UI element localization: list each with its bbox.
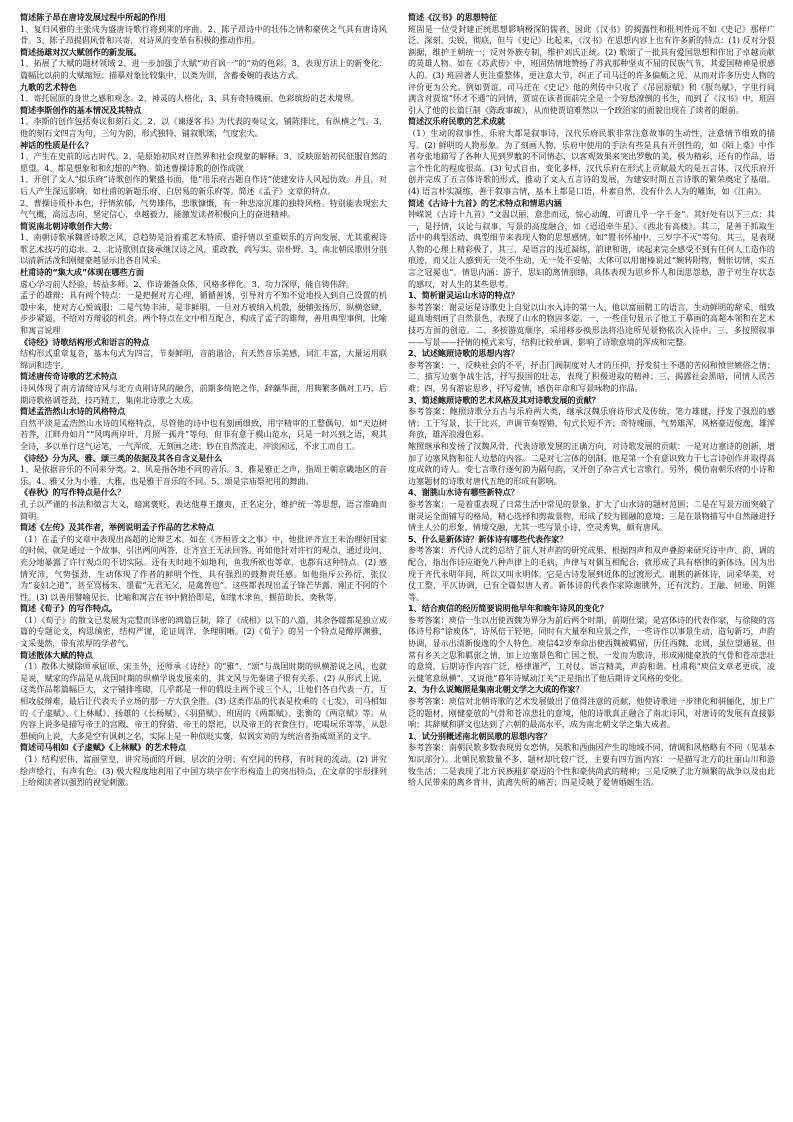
paragraph-right-9: 参考答案：一、反映社会的不平，抒击门阀制度对人才的压抑，抒发贫士不遇的苦闷和愤世嫉俗之情；二、描写边塞争战生活，抒写报国的壮志，表现了积极进取的精神；三、揭露社会黑暗，同情人民苦难；四、另有游宦思乡，抒写爱情，感伤年命和写景咏物的作品。 — [408, 359, 775, 393]
section-heading-right-13: 4、谢朓山水诗有哪些新特点？ — [408, 487, 519, 498]
section-heading-right-2: 简述汉乐府民歌的艺术成就 — [408, 116, 506, 127]
section-heading-left-4: 九歌的艺术特色 — [20, 81, 77, 92]
paragraph-right-11: 参考答案：鲍照诗歌分五古与乐府两大类，继承汉魏乐府诗形式及传统，笔力雄健，抒发了强烈的感情；工于写景，长于比兴，声调节奏铿锵，句式长短不齐；奇特瑰丽，气势雄浑，风格豪迈俊逸，雄浑奔放，雄浑浪漫色彩。 — [408, 406, 775, 440]
right-column — [408, 12, 775, 789]
section-heading-left-21: 简述孟浩然山水诗的风格特点 — [20, 406, 126, 417]
section-heading-left-6: 简述李斯创作的基本情况及其特点 — [20, 104, 142, 115]
paragraph-right-22: 参考答案：南朝民歌多数表现男女恋情，吴歌和西曲因产生的地域不同，情调和风格略有不同（见基本知识部分）。北朝民歌数量不多，题材却比较广泛，主要有四方面内容：一是描写北方的壮丽山川和游牧生活；二是表现了北方民族粗犷豪迈的个性和豪侠尚武的精神；三是反映了北方频繁的战争以及由此给人民带来的离乡背井，流离失所的痛苦；四是反映了爱情婚姻生活。 — [408, 742, 775, 788]
section-heading-left-27: 简述《左传》及其作者，举例说明孟子作品的艺术特点 — [20, 522, 215, 533]
section-heading-left-23: 《诗经》分为风、雅、颂三类的依据及其各自含义是什么 — [20, 452, 223, 463]
section-heading-left-12: 简说南北朝诗歌创作大势： — [20, 220, 118, 231]
section-heading-left-2: 简述扬雄对汉大赋创作的新发展。 — [20, 46, 142, 57]
section-heading-right-0: 简述《汉书》的思想特征 — [408, 12, 498, 22]
section-heading-left-0: 简述陈子昂在唐诗发展过程中所起的作用 — [20, 12, 166, 22]
paragraph-left-13: 1、南朝诗歌承魏晋诗歌之风，总趋势是沿着重艺术特质、重抒情以至重娱乐的方向发展，尤其重视诗歌艺术技巧的追求。2、北诗歌则直接承继汉诗之风，重政教、尚写实、崇朴野。3、南北朝民歌则分别以清新活泼和刚健豪越显示出各自风采。 — [20, 232, 387, 266]
paragraph-right-5: 钟嵘说《古诗十九首》“文温以丽，意悲而远，惊心动魄，可谓几乎一字千金”。其好处有以下三点：其一，是抒情，议论与叙事，写景的高度融合，如《迢迢牵牛星》、《西北有高楼》。其二，是善于抓取生活中的典型活动、典型细节来表现人物的思想感情。如“置书怀袖中，三岁字不灭”等句。其三，是表现人物的心理上精彩极了，其三，是语言的浅近凝练，韵律和谐，读起来完全感受不到有任何人工造作的痕迹，而又让人感到无一处不生动，无一处不妥帖，大体可以用谢榛说过“婉转附物，惆怅切情，实五言之冠冕也”。情思内涵：游子，思妇的离情别绪，具体表现为思乡怀人和闺思怨愁，游子对生存状态的感叹，对人生的某些思考。 — [408, 209, 775, 289]
paragraph-right-7: 参考答案：谢灵运是诗歌史上自觉以山水入诗的第一人，他以富丽精工的语言，生动鲜明的辞采，细致逼真地刻画了自然景色，表现了山水的物固多姿。一、一些佳句显示了他工于摹画的高超本领和在艺术技巧方面的创造。二、多按游览顺序，采用移步换形法将沿途所见景物依次入诗中。三、多按照叙事——写景——抒情的模式来写，结构比较单调，影响了诗歌意境的浑成和完整。 — [408, 301, 775, 347]
section-heading-left-8: 神话的性质是什么？ — [20, 139, 93, 150]
paragraph-left-26: 孔子以严谨的书法和微言大义，暗寓褒贬，表达他尊王攘夷，正名定分，维护统一等思想，语言准确而简明。 — [20, 498, 387, 521]
paragraph-left-9: 1、产生在史前的远古时代。2、是原始初民对自然界和社会现象的解释。3、反映原始初民征服自然的愿望。4、都是想象和和幻想的产物。简述曹操诗歌的创作成就 — [20, 151, 387, 173]
paragraph-left-18: 结构形式重章复沓，基本句式为四言，节奏鲜明，音韵谐洽，有天然音乐美感，词汇丰富，大量运用联绵词和迭字。 — [20, 348, 387, 370]
section-heading-right-4: 简述《古诗十九首》的艺术特点和情思内涵 — [408, 197, 562, 208]
paragraph-right-12: 鲍照继承和发扬了汉魏风骨，代表诗歌发展的正确方向，对诗歌发展的贡献：一是对边塞诗的创新，增加了边塞风物和征人边愁的内容。二是对七言体的创制，他是第一个有意识致力于七言诗创作并取得高度成就的诗人。变七言歌行逐句韵为隔句韵，又开创了杂言式七言歌行。另外，模仿南朝乐府的小诗和边塞题材的诗歌对唐代五绝的形成有影响。 — [408, 440, 775, 486]
paragraph-left-5: 1、寄托屈原的身世之感和观念。2、神灵的人格化，3、具有奇特瑰丽、色彩缤纷的艺术境界。 — [20, 93, 360, 104]
paragraph-left-16: 孟子的雄辩：具有两个特点：一是把握对方心理，循循善诱，引导对方不知不觉地投入到自己设置的机彀中来，使对方心悦诚服；二是气势丰沛，是非鲜明，一旦对方被纳入机彀，便辅张扬厉，纵横恣肆，步步紧逼，不给对方辩驳的机会。两个特点在文中相互配合，构成了孟子的雄辩，善用典型事例，比喻和寓言说理 — [20, 290, 387, 336]
paragraph-left-34: （1）结构宏伟，富丽堂皇，讲究场面的开阔，层次的分明；有空间的转移，有时间的流动。(2) 讲究绘声绘行，有声有色。(3) 极大程度地利用了中国方块字在字形构造上的突出特点，在文章的字形排列上给阅读者以强烈的视觉刺激。 — [20, 754, 387, 788]
paragraph-left-11: 2、曹操诗质朴本色，抒情浓郁，气势雄伟，悲歌慷慨，有一种悲凉沉雄的独特风格。特别能表现宏大气气概，高远志向，坚定信心，卓越毅力，能激发读者积极向上的奋进精神。 — [20, 197, 387, 220]
section-heading-right-10: 3、简述鲍照诗歌的艺术风格及其对诗歌发展的贡献？ — [408, 394, 600, 405]
section-heading-left-25: 《春秋》的写作特点是什么？ — [20, 487, 126, 498]
paragraph-left-22: 自然平淡是孟浩然山水诗的风格特点，尽管他的诗中也有刻画细致，用字精审的工整偶句，如“天边树若荠，江畔舟如月”“风鸣两岸叶，月照一孤舟”等句，但非有意于模山范水，只是一时兴到之语，观其全诗，多以单行这气运笔，一气浑成，无刻画之迹；妙在自然流走，冲淡闲远，不求工而自工。 — [20, 417, 387, 451]
paragraph-left-28: （1）在孟子的文章中表现出高超的论辩艺术。如在《齐桓晋文之事》中，他批评齐宣王未治理好国家的时候，就是通过一个故事，引出两问两答，让齐宣王无法回答。再如他针对许行的观点，通过设问，充分地暴露了许行观点的不切实际。还有天时地不如地利，鱼我所欲也等章，也都有这种特点。(2) 感情充沛，气势强劲，生动体现了作者的鲜明个性，具有强烈的鼓舞责任感。如他指斥公孙衍、张仪为“妾妇之道”，甚至骂杨朱、墨翟“无君无父，是禽兽也”。这些都表现出孟子锋芒毕露、刚正不阿的个性。(3) 以善用譬喻见长，比喻和寓言在书中俯拾即是，如缘木求鱼，揠苗助长、奕秋等。 — [20, 533, 387, 602]
section-heading-right-17: 1、结合庾信的经历简要说明他早年和晚年诗风的变化？ — [408, 603, 608, 614]
section-heading-left-19: 简述唐传奇诗歌的艺术特点 — [20, 371, 118, 382]
paragraph-left-32: （1）散体大赋除师承屈原、宋玉外，还师承《诗经》的“雅”、“颂”与战国时期的纵横游说之风，也就是说，赋家的作品是从战国时期的纵横学说发展来的，其文风与先秦诸子很有关系。(2) 从形式上说，这类作品都篇幅巨大，文字铺排堆砌，几乎都是一样的假设主两个或三个人，让他们各自代表一方，互相攻驳辩难，最后让代表天子立场的那一方大获全胜。(3) 这类作品的代表是枚乘的《七发》，司马相如的《子虚赋》、《上林赋》、扬雄的《长杨赋》、《羽猎赋》、班固的《两都赋》、张衡的《两京赋》等。从内容上说多是描写帝王的宫殿、帝王的狩猎、帝王的祭祀，以及帝王的衣食住行，吃喝玩乐等等，从思想倾向上说，大多是空有讽刺之名，实际上是一种似贬实褒，似讽实劝的为统治者指威颂圣的文字。 — [20, 661, 387, 741]
paragraph-left-3: 1、拓展了大赋的题材领域 2、进一步加强了大赋“劝百讽一”的“劝的色彩。3、表现方法上的新变化：篇幅比以前的大赋缩短；描摹对象比较集中，以类为训，含蓄委婉的表达方式。 — [20, 58, 387, 80]
paragraph-left-24: 1、是依据音乐的不同来分类。2、风是指各地不同的音乐。3、雅是雅正之声，指周王朝京畿地区的音乐。4、雅又分为小雅、大雅，也是雅于音乐的不同。5、颂是宗庙祭祀用的舞曲。 — [20, 464, 387, 486]
paragraph-left-10: 1、开创了文人“拟乐府”诗歌创作的繁盛书面，他“用乐府古题自作诗”使建安诗人风起仿效。并且，对后人产生深远影响，如杜甫的新题乐府、白居易的新乐府等。简述《孟子》文章的特点。 — [20, 174, 387, 196]
section-heading-left-17: 《诗经》诗歌结构形式和语言的特点 — [20, 336, 150, 347]
paragraph-right-18: 参考答案：庾信一生以出使西魏为界分为前后两个时期，前期仕梁，是宫体诗的代表作家，与徐陵的宫体诗号称“徐庾体”，诗风倍于轻艳，同时有大量奉和应景之作，一些诗作以事景生动，造句新巧，声韵协调，显示出清新俊逸的个人特色。庾信42岁奉命出使西魏被羁留，历任西魏、北周，虽位望通显，但常有乡关之思和羁旅之情，加上边塞景色和亡国之恨，一发而为歌诗，形成刚健豪放的气骨和苍凉悲壮的意境，后期诗作内容广泛，格律谨严，工对仗、语言精美，声韵和谐。杜甫称“庾信文章老更成，凌云健笔意纵横”，又说他“暮年诗赋动江关”正是指出了他后期诗文风格的变化。 — [408, 614, 775, 683]
section-heading-right-8: 2、试述鲍照诗歌的思想内容？ — [408, 348, 519, 359]
section-heading-right-19: 2、为什么说鲍照是集南北朝文学之大成的作家？ — [408, 684, 584, 695]
section-heading-left-29: 简述《荀子》的写作特点。 — [20, 603, 118, 614]
section-heading-right-6: 1、简析谢灵运山水诗的特点？ — [408, 290, 519, 301]
paragraph-right-14: 参考答案：一是着重表现了日常生活中常见的景象，扩大了山水诗的题材范围；二是在写景方面突破了谢灵运全面铺写的格局，精心选择和剪裁景物，形成了较为圆融的意境；三是在景物描写中自然融进抒情主人公的形象，情境交融，尤其一些写景小诗，空灵秀隽，颇有唐风。 — [408, 498, 775, 533]
paragraph-right-20: 参考答案：庾信对北朝诗歌的艺术发展做出了值得注意的贡献，他使诗歌进一步律化和骈俪化，加上广泛的题材，刚健豪放的气骨和苍凉悲壮的意境，他的诗歌真正融合了南北诗风，对唐诗的发展有直接影响；其辞赋和骈文也达到了六朝的最高水平，成为南北朝文学之集大成者。 — [408, 696, 775, 730]
section-heading-right-15: 5、什么是新体诗？新体诗有哪些代表作家？ — [408, 533, 568, 544]
paragraph-left-30: （1）《荀子》的散文已发展为完整而详密的鸿篇巨制，除了《成相》以下的八篇，其余各篇都是独立成篇的专题论文，构思缜密，结构严谨，论证周详，条理明晰。(2)《荀子》的另一个特点是醇厚渊雅，文采斐然，带有浓厚的学者气。 — [20, 614, 387, 649]
paragraph-left-15: 虚心学习前人经验，转益多师。2、作诗兼备众体，风格多样化。3、功力深厚，能自铸伟辞。 — [20, 278, 355, 289]
section-heading-left-33: 简述司马相如《子虚赋》《上林赋》的艺术特点 — [20, 742, 186, 753]
paragraph-right-1: 班固是一位受封建正统思想影响极深的儒者，因此《汉书》的揭露性和批判性远不如《史记》那样广泛、深刻、尖锐、彻底，但与《史记》比起来，《汉书》在思想内容上也有许多新的特点：(1) 反对分裂割据，维护王朝统一；反对外族专制，维护刘氏正统。(2) 歌颂了一批具有爱国思想和作出了卓越贡献的英雄人物。如在《苏武传》中，班固热情地赞扬了苏武那种坚贞不屈的民族气节，其爱国精神是很感人的。(3) 班固著人更注重整体，更注意大节，纠正了司马迁的许多偏颇之见，从而对许多历史人物的评价更为公允。例如贾谊，司马迁在《史记》他的列传中只收了《吊屈原赋》和《服鸟赋》，字里行间满含对贾谊“怀才不遇”的同情，贾谊在该者面前完全是一个穷愁潦倒的书生，而到了《汉书》中，班固引入了他的长篇巨制《陈政事疏》，从而使贾谊难然以一个政治家的面貌出现在了读者的眼前。 — [408, 23, 775, 115]
section-heading-left-31: 简述散体大赋的特点 — [20, 649, 93, 660]
paragraph-right-16: 参考答案：齐代诗人沈约总结了前人对声韵的研究成果，根据四声和双声叠韵来研究诗中声、韵、调的配合，指出作诗应避免八种声律上的毛病，声律与对偶互相配合，就形成了具有格律的新体诗。因为出现于齐代永明年间，所以又叫永明体。它是古诗发展到近体的过渡形式。谢朓的新体诗，词采华美，对仗工整，平仄协调，已有全篇似唐人者。新体诗的代表作家除谢朓外，还有沈约、王融、何逊、阴铿等。 — [408, 545, 775, 602]
left-column — [20, 12, 387, 789]
paragraph-left-1: 1、复归风雅的主张成为盛唐诗歌行将到来的序曲。2、陈子昂诗中的壮伟之情和豪侠之气具有唐诗风骨。3、陈子昂提倡风骨和兴寄，对诗风的变革有积极的推动作用。 — [20, 23, 387, 46]
paragraph-left-7: 1、李斯的创作包括奏议和刻石文。2、以《谏逐客书》为代表的奏议文，铺陈排比，有纵横之气。3、他的刻石文四言为句，三句为韵，形式独特，铺叙歌颂，气度宏大。 — [20, 116, 387, 138]
section-heading-right-21: 1、试分别概述南北朝民歌的思想内容？ — [408, 730, 552, 741]
paragraph-right-3: （1）生动的叙事性，乐府大都是叙事诗，汉代乐府民歌非常注意故事的生动性，注意情节细致的描写。(2) 鲜明的人物形象。为了刻画人物，乐府中使用的手法有些是具有开创性的，如《陌上桑》中作者夸张地描写了各种人见到罗敷的不同情态，以客观效果来突出罗敷的美，极为精彩，还有的作品，语言个性化的程度很高。(3) 句式自由，变化多样，汉代乐府在形式上贡献最大的是五言体，汉代乐府开创并完成了五言体诗歌的形式，推动了文人五言诗的发展，为建安时期五言诗歌的繁荣奠定了基础。(4) 语言朴实凝练，善于叙事言情，基本上都是口语，朴素自然，没有什么人为的雕饰，如《江南》。 — [408, 127, 775, 196]
section-heading-left-14: 杜甫诗的“集大成”体现在哪些方面 — [20, 267, 144, 278]
paragraph-left-20: 诗风体现了南方清绮诗风与北方贞刚诗风的融合，前期多绮艳之作，辞藻华面，用典繁多偶对工巧，后期诗歌格调苍劲，技巧精工，集南北诗歌之大成。 — [20, 383, 387, 405]
